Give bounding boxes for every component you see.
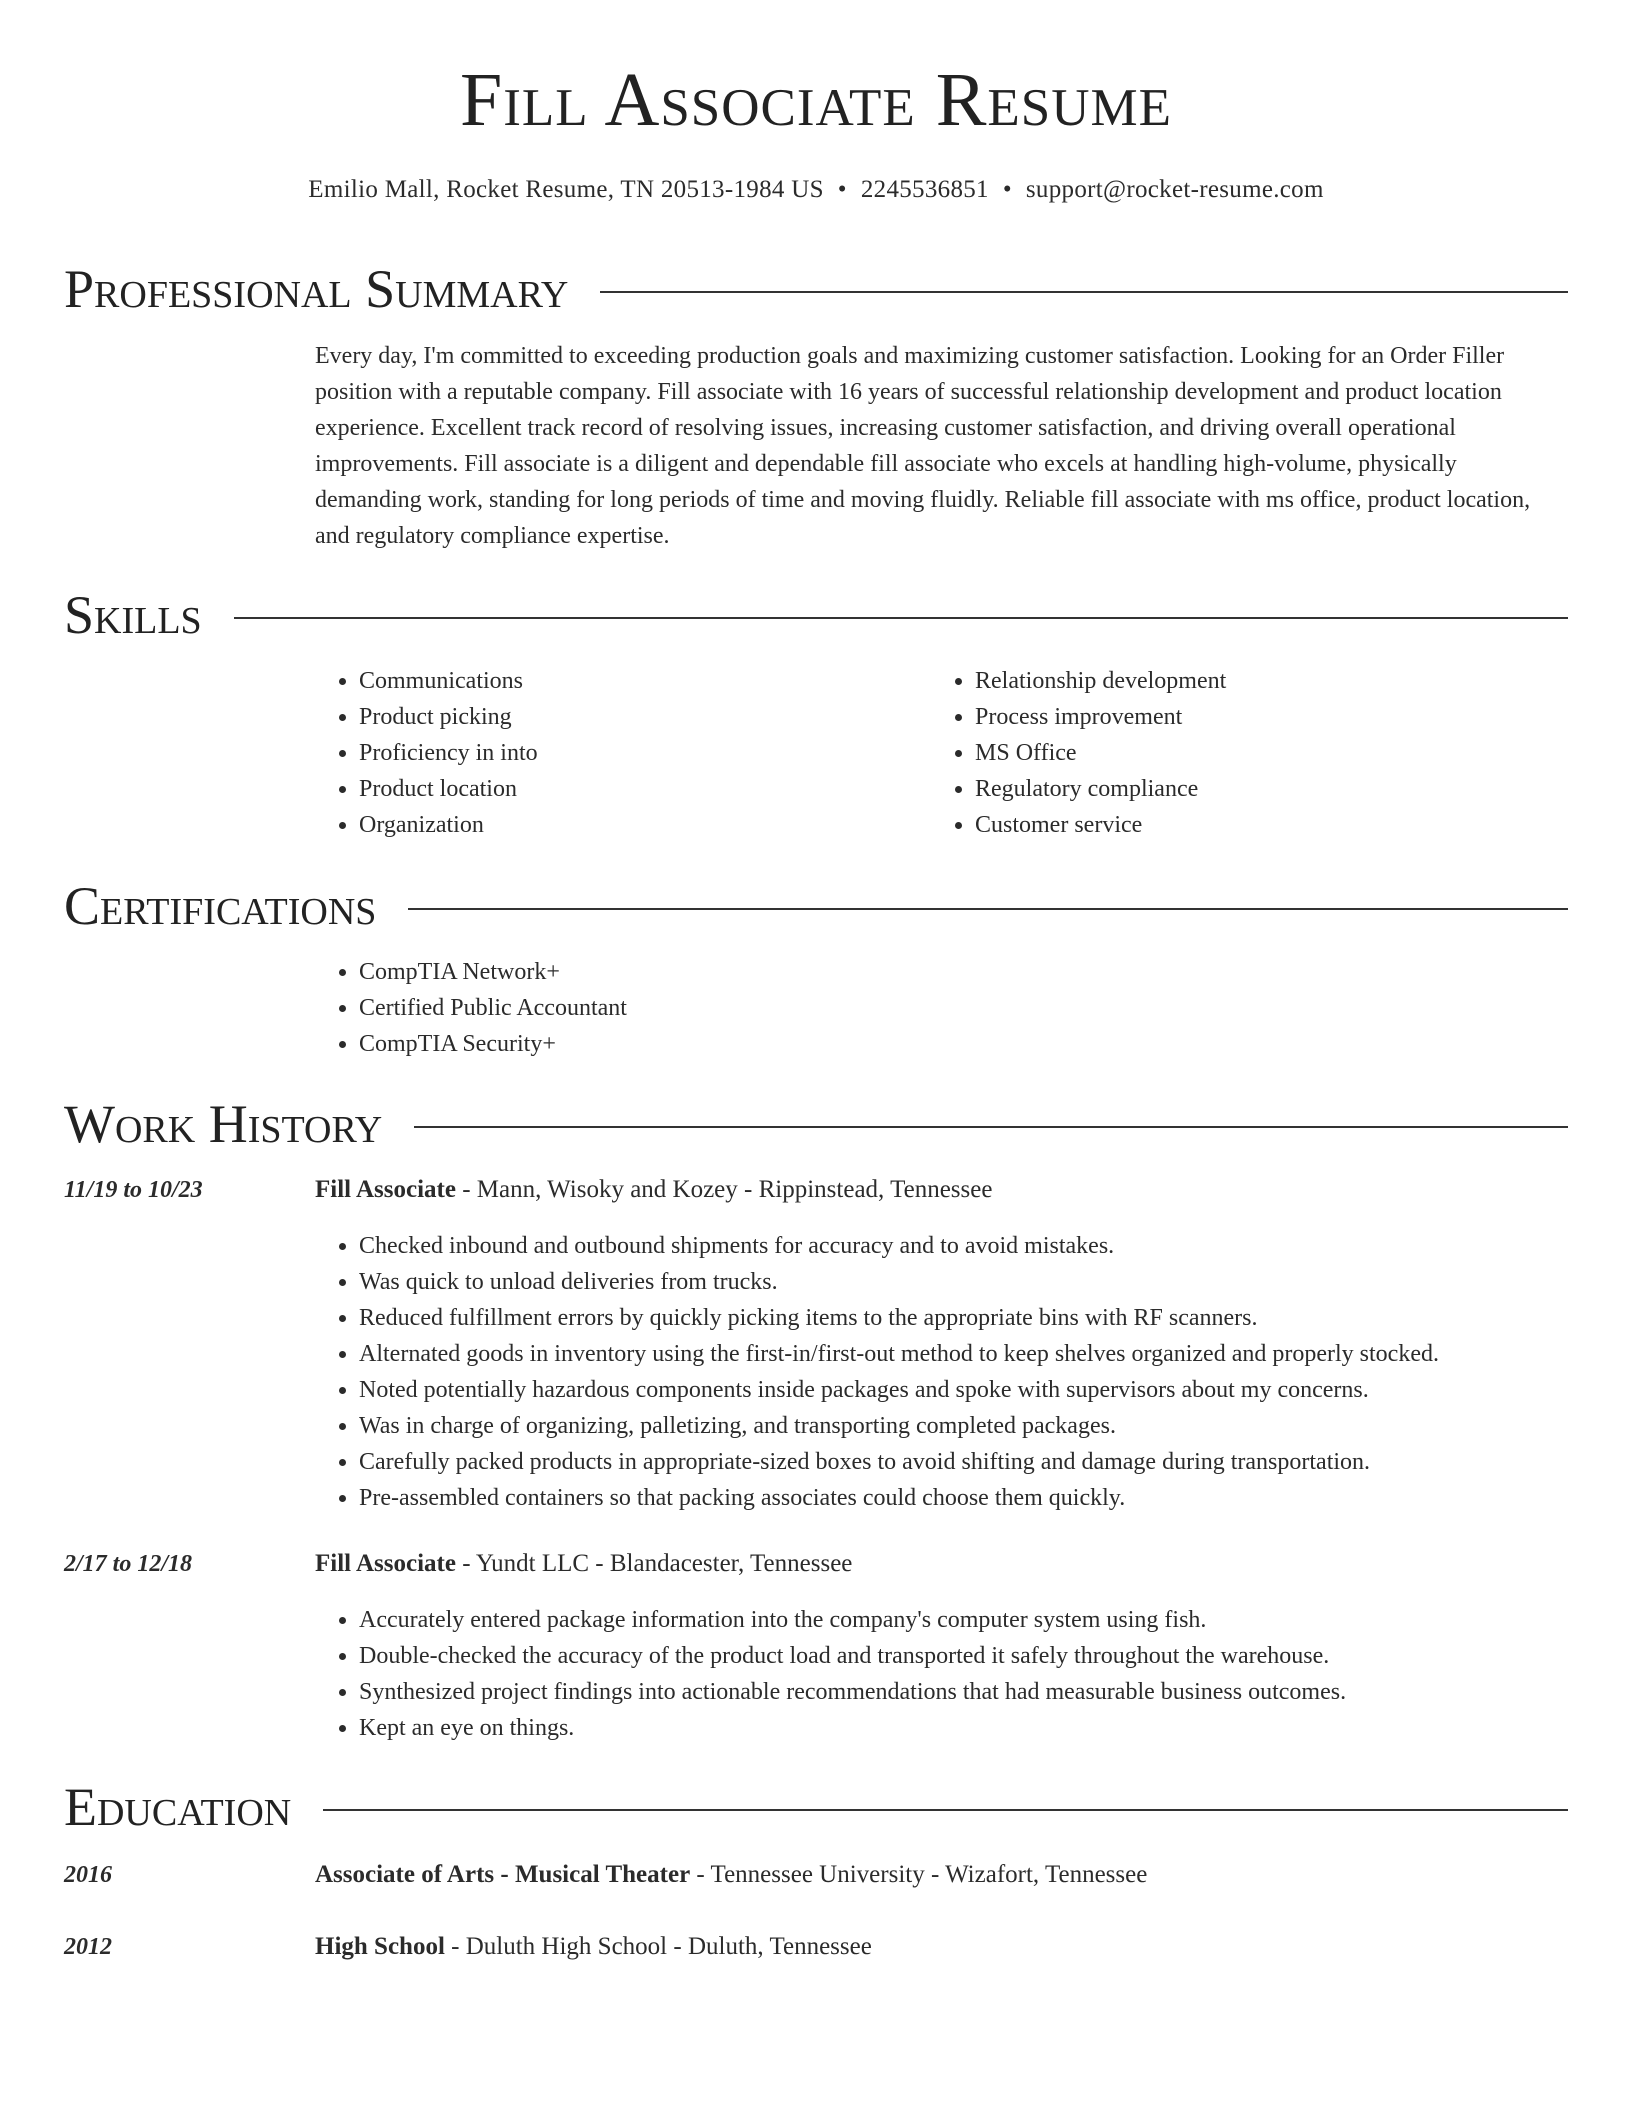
job-bullet: • Carefully packed products in appropriate-sized boxes to avoid shifting and damage during transportation. [359, 1444, 1568, 1480]
work-heading: Work History [64, 1094, 383, 1154]
job-dates: 11/19 to 10/23 [64, 1177, 203, 1203]
contact-line [64, 176, 1568, 204]
job-bullet: • Reduced fulfillment errors by quickly picking items to the appropriate bins with RF scanners. [359, 1300, 1568, 1336]
summary-heading: Professional Summary [64, 259, 569, 319]
section-divider [600, 291, 1568, 293]
job-details: - Yundt LLC - Blandacester, Tennessee [455, 1550, 853, 1577]
certification-item: • CompTIA Security+ [359, 1026, 1568, 1062]
skill-item: • Regulatory compliance [975, 771, 1531, 807]
job-bullet: • Was in charge of organizing, palletizing, and transporting completed packages. [359, 1408, 1568, 1444]
skill-item: • Relationship development [975, 663, 1531, 699]
contact-address: Emilio Mall, Rocket Resume, TN 20513-1984 US [308, 176, 824, 203]
section-divider [323, 1809, 1568, 1811]
certifications-section-header [64, 876, 1568, 936]
job-bullet: • Accurately entered package information into the company's computer system using fish. [359, 1602, 1568, 1638]
job-bullet: • Double-checked the accuracy of the product load and transported it safely throughout the warehouse. [359, 1638, 1568, 1674]
skill-item: • Proficiency in into [359, 735, 915, 771]
contact-phone[interactable]: 2245536851 [860, 176, 989, 203]
job-bullet: • Checked inbound and outbound shipments for accuracy and to avoid mistakes. [359, 1228, 1568, 1264]
contact-separator: • [1002, 176, 1012, 203]
skill-item: • MS Office [975, 735, 1531, 771]
certification-item: • CompTIA Network+ [359, 954, 1568, 990]
skills-section-header [64, 585, 1568, 645]
job-bullets [315, 1602, 1568, 1746]
job-dates: 2/17 to 12/18 [64, 1551, 193, 1577]
skills-left-column [315, 663, 915, 843]
job-title: Fill Associate [315, 1176, 456, 1203]
education-year: 2012 [64, 1934, 112, 1960]
education-heading: Education [64, 1777, 292, 1837]
contact-separator: • [837, 176, 847, 203]
skills-right-column [931, 663, 1531, 843]
education-degree: High School [315, 1933, 445, 1960]
skills-heading: Skills [64, 585, 202, 645]
skill-item: • Product picking [359, 699, 915, 735]
job-details: - Mann, Wisoky and Kozey - Rippinstead, Tennessee [455, 1176, 993, 1203]
education-year: 2016 [64, 1862, 112, 1888]
job-title-line [315, 1550, 1568, 1578]
job-bullet: • Synthesized project findings into actionable recommendations that had measurable business outcomes. [359, 1674, 1568, 1710]
summary-text: Every day, I'm committed to exceeding production goals and maximizing customer satisfaction. Looking for an Order Filler position with a reputable company. Fill associate with 16 years of successful relationship development and product location experience. Excellent track record of resolving issues, increasing customer satisfaction, and driving overall operational improvements. Fill associate is a diligent and dependable fill associate who excels at handling high-volume, physically demanding work, standing for long periods of time and moving fluidly. Reliable fill associate with ms office, product location, and regulatory compliance expertise. [315, 343, 1531, 549]
job-bullets [315, 1228, 1568, 1516]
contact-email[interactable]: support@rocket-resume.com [1025, 176, 1324, 203]
job-bullet: • Was quick to unload deliveries from trucks. [359, 1264, 1568, 1300]
certification-item: • Certified Public Accountant [359, 990, 1568, 1026]
section-divider [414, 1126, 1568, 1128]
certifications-heading: Certifications [64, 876, 377, 936]
skill-item: • Customer service [975, 807, 1531, 843]
education-details: - Duluth High School - Duluth, Tennessee [444, 1933, 872, 1960]
section-divider [234, 617, 1568, 619]
education-details: - Tennessee University - Wizafort, Tennessee [690, 1861, 1148, 1888]
job-title-line [315, 1176, 1568, 1204]
education-entry [315, 1933, 1568, 1961]
section-divider [408, 908, 1568, 910]
certifications-list [315, 954, 1568, 1062]
education-degree: Associate of Arts - Musical Theater [315, 1861, 691, 1888]
skill-item: • Communications [359, 663, 915, 699]
job-bullet: • Alternated goods in inventory using the first-in/first-out method to keep shelves organized and properly stocked. [359, 1336, 1568, 1372]
job-bullet: • Noted potentially hazardous components inside packages and spoke with supervisors about my concerns. [359, 1372, 1568, 1408]
work-section-header [64, 1094, 1568, 1154]
job-bullet: • Kept an eye on things. [359, 1710, 1568, 1746]
summary-section-header [64, 259, 1568, 319]
job-title: Fill Associate [315, 1550, 456, 1577]
job-bullet: • Pre-assembled containers so that packing associates could choose them quickly. [359, 1480, 1568, 1516]
skill-item: • Process improvement [975, 699, 1531, 735]
skill-item: • Organization [359, 807, 915, 843]
education-section-header [64, 1777, 1568, 1837]
education-entry [315, 1861, 1568, 1889]
resume-title: Fill Associate Resume [459, 58, 1173, 142]
skill-item: • Product location [359, 771, 915, 807]
